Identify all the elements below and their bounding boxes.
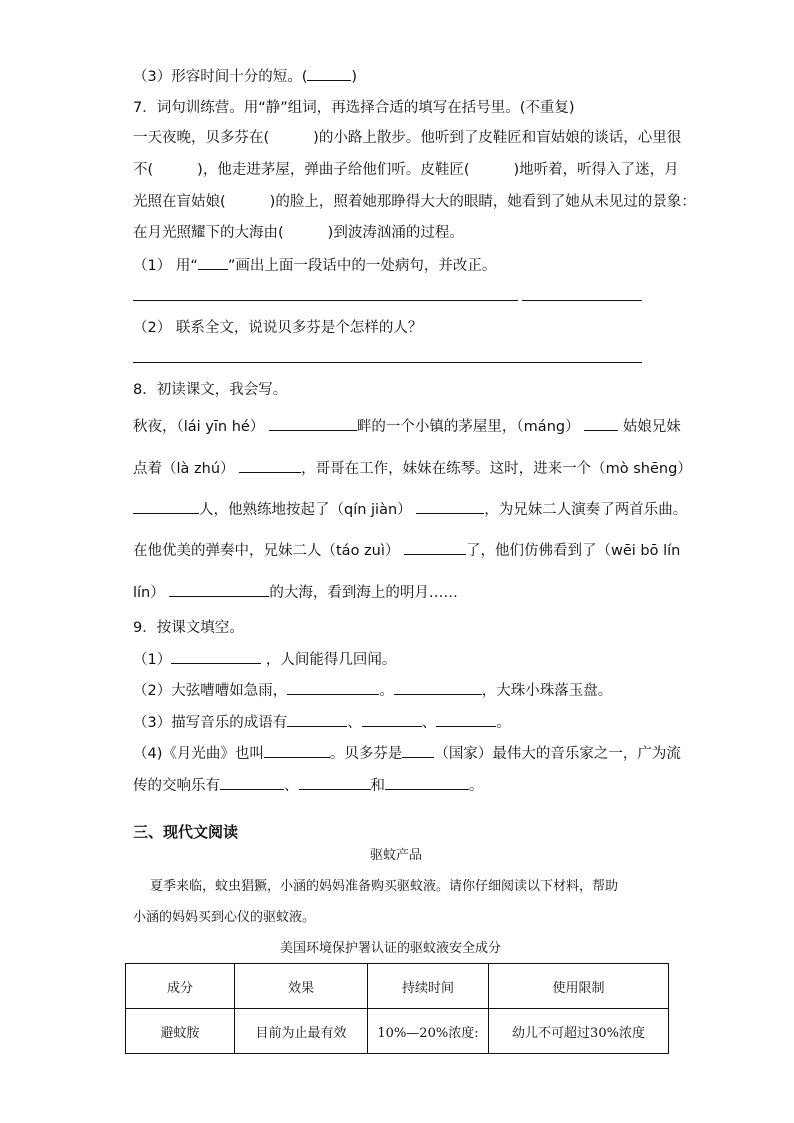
article-title: 驱蚊产品 <box>370 848 423 863</box>
q9-s2: （2）大弦嘈嘈如急雨， 。 ，大珠小珠落玉盘。 <box>133 680 612 701</box>
section-heading: 三、现代文阅读 <box>133 823 239 841</box>
answer-line[interactable] <box>522 300 642 301</box>
answer-blank[interactable] <box>436 712 496 727</box>
q7-passage-line2: 不( )，他走进茅屋，弹曲子给他们听。皮鞋匠( )地听着，听得入了迷，月 <box>133 162 679 178</box>
table-header-cell: 效果 <box>235 964 368 1009</box>
q8-title: 8．初读课文，我会写。 <box>133 382 288 398</box>
q8-line1: 秋夜，（lái yīn hé） 畔的一个小镇的茅屋里，（máng） 姑娘兄妹 <box>133 416 681 437</box>
q8-line2: 点着（là zhú） ，哥哥在工作，妹妹在练琴。这时，进来一个（mò shēng） <box>133 458 692 479</box>
q9-s5: 传的交响乐有 、 和 。 <box>133 775 484 796</box>
answer-blank[interactable] <box>394 680 482 695</box>
answer-line[interactable] <box>133 362 642 363</box>
q6-item3: （3）形容时间十分的短。( ) <box>133 66 357 87</box>
answer-blank[interactable] <box>220 775 284 790</box>
q7-sub2: （2） 联系全文，说说贝多芬是个怎样的人？ <box>133 320 423 336</box>
answer-blank[interactable] <box>169 582 269 597</box>
article-para-line1: 夏季来临，蚊虫猖獗，小涵的妈妈准备购买驱蚊液。请你仔细阅读以下材料，帮助 <box>150 879 619 894</box>
q7-title: 7．词句训练营。用“静”组词，再选择合适的填写在括号里。(不重复) <box>133 100 575 116</box>
underline-sample <box>198 255 228 270</box>
answer-blank[interactable] <box>287 680 379 695</box>
table-header-cell: 成分 <box>126 964 235 1009</box>
answer-blank[interactable] <box>584 416 618 431</box>
table-header-cell: 使用限制 <box>489 964 669 1009</box>
answer-blank[interactable] <box>264 743 330 758</box>
answer-blank[interactable] <box>133 499 199 514</box>
answer-blank[interactable] <box>404 540 466 555</box>
table-row <box>126 1009 669 1054</box>
answer-blank[interactable] <box>269 416 357 431</box>
answer-blank[interactable] <box>307 66 351 81</box>
q9-s3: （3）描写音乐的成语有 、 、 。 <box>133 712 511 733</box>
q7-sub1: （1） 用“ ”画出上面一段话中的一处病句，并改正。 <box>133 255 496 276</box>
table-cell: 目前为止最有效 <box>235 1009 368 1054</box>
q7-passage-line3: 光照在盲姑娘( )的脸上，照着她那睁得大大的眼睛，她看到了她从未见过的景象： <box>133 194 696 210</box>
table-header-row <box>126 964 669 1009</box>
answer-line[interactable] <box>133 300 518 301</box>
table-header-cell: 持续时间 <box>368 964 489 1009</box>
table-cell: 10%—20%浓度: <box>368 1009 489 1054</box>
table-cell: 幼儿不可超过30%浓度 <box>489 1009 669 1054</box>
answer-blank[interactable] <box>171 649 261 664</box>
answer-blank[interactable] <box>385 775 469 790</box>
ingredient-table <box>125 963 669 1054</box>
answer-blank[interactable] <box>299 775 371 790</box>
table-cell: 避蚊胺 <box>126 1009 235 1054</box>
answer-blank[interactable] <box>239 458 301 473</box>
q8-line4: 在他优美的弹奏中，兄妹二人（táo zuì） 了，他们仿佛看到了（wēi bō lín <box>133 540 680 561</box>
q8-line5: lín） 的大海，看到海上的明月…… <box>133 582 458 603</box>
q9-title: 9．按课文填空。 <box>133 620 244 636</box>
answer-blank[interactable] <box>362 712 422 727</box>
article-para-line2: 小涵的妈妈买到心仪的驱蚊液。 <box>133 910 316 925</box>
table-caption: 美国环境保护署认证的驱蚊液安全成分 <box>280 941 502 956</box>
q7-passage-line1: 一天夜晚，贝多芬在( )的小路上散步。他听到了皮鞋匠和盲姑娘的谈话，心里很 <box>133 130 682 146</box>
q9-s1: （1） ，人间能得几回闻。 <box>133 649 396 670</box>
answer-blank[interactable] <box>416 499 484 514</box>
q8-line3: 人，他熟练地按起了（qín jiàn） ，为兄妹二人演奏了两首乐曲。 <box>133 499 687 520</box>
q7-passage-line4: 在月光照耀下的大海由( )到波涛汹涌的过程。 <box>133 225 464 241</box>
q9-s4: （4)《月光曲》也叫 。贝多芬是 （国家）最伟大的音乐家之一，广为流 <box>133 743 681 764</box>
answer-blank[interactable] <box>402 743 434 758</box>
answer-blank[interactable] <box>287 712 347 727</box>
